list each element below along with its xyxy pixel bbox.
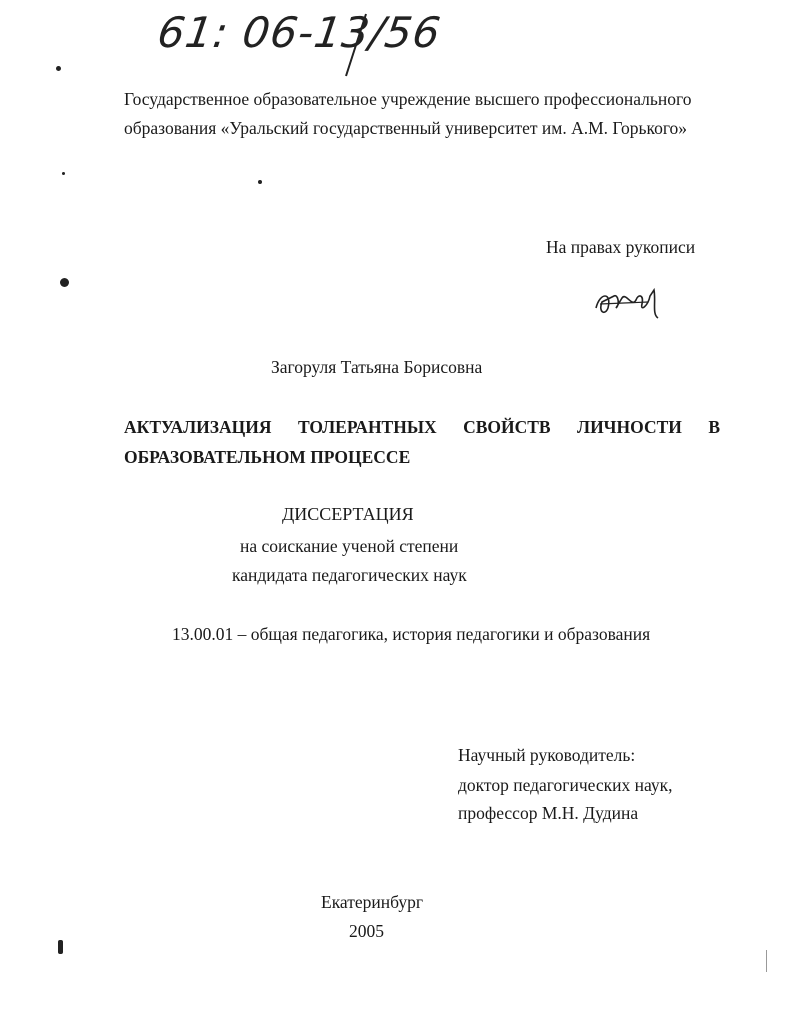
year: 2005	[349, 921, 384, 941]
scan-speck	[62, 172, 65, 175]
scan-speck	[56, 66, 61, 71]
scan-edge-mark	[766, 950, 767, 972]
advisor-degree: доктор педагогических наук,	[458, 775, 673, 795]
scan-speck	[58, 940, 63, 954]
author-name: Загоруля Татьяна Борисовна	[271, 357, 483, 377]
advisor-name: профессор М.Н. Дудина	[458, 803, 639, 823]
scan-speck	[258, 180, 262, 184]
advisor-label: Научный руководитель:	[458, 745, 636, 765]
city: Екатеринбург	[321, 892, 424, 912]
thesis-title: АКТУАЛИЗАЦИЯ ТОЛЕРАНТНЫХ СВОЙСТВ ЛИЧНОСТИ В ОБРАЗОВАТЕЛЬНОМ ПРОЦЕССЕ	[124, 417, 720, 467]
institution-line-1: Государственное образовательное учреждение высшего профессионального	[124, 89, 692, 109]
degree-line-2: кандидата педагогических наук	[232, 565, 467, 585]
handwritten-signature	[592, 282, 672, 322]
degree-line-1: на соискание ученой степени	[240, 536, 459, 556]
specialty-code: 13.00.01 – общая педагогика, история педагогики и образования	[172, 624, 651, 644]
handwritten-catalog-number: 61: 06-13/56	[154, 8, 445, 57]
handwritten-slash-stroke	[336, 10, 376, 80]
document-type: ДИССЕРТАЦИЯ	[282, 504, 414, 524]
scan-speck	[60, 278, 69, 287]
institution-line-2: образования «Уральский государственный университет им. А.М. Горького»	[124, 118, 688, 138]
manuscript-rights-note: На правах рукописи	[546, 237, 696, 257]
